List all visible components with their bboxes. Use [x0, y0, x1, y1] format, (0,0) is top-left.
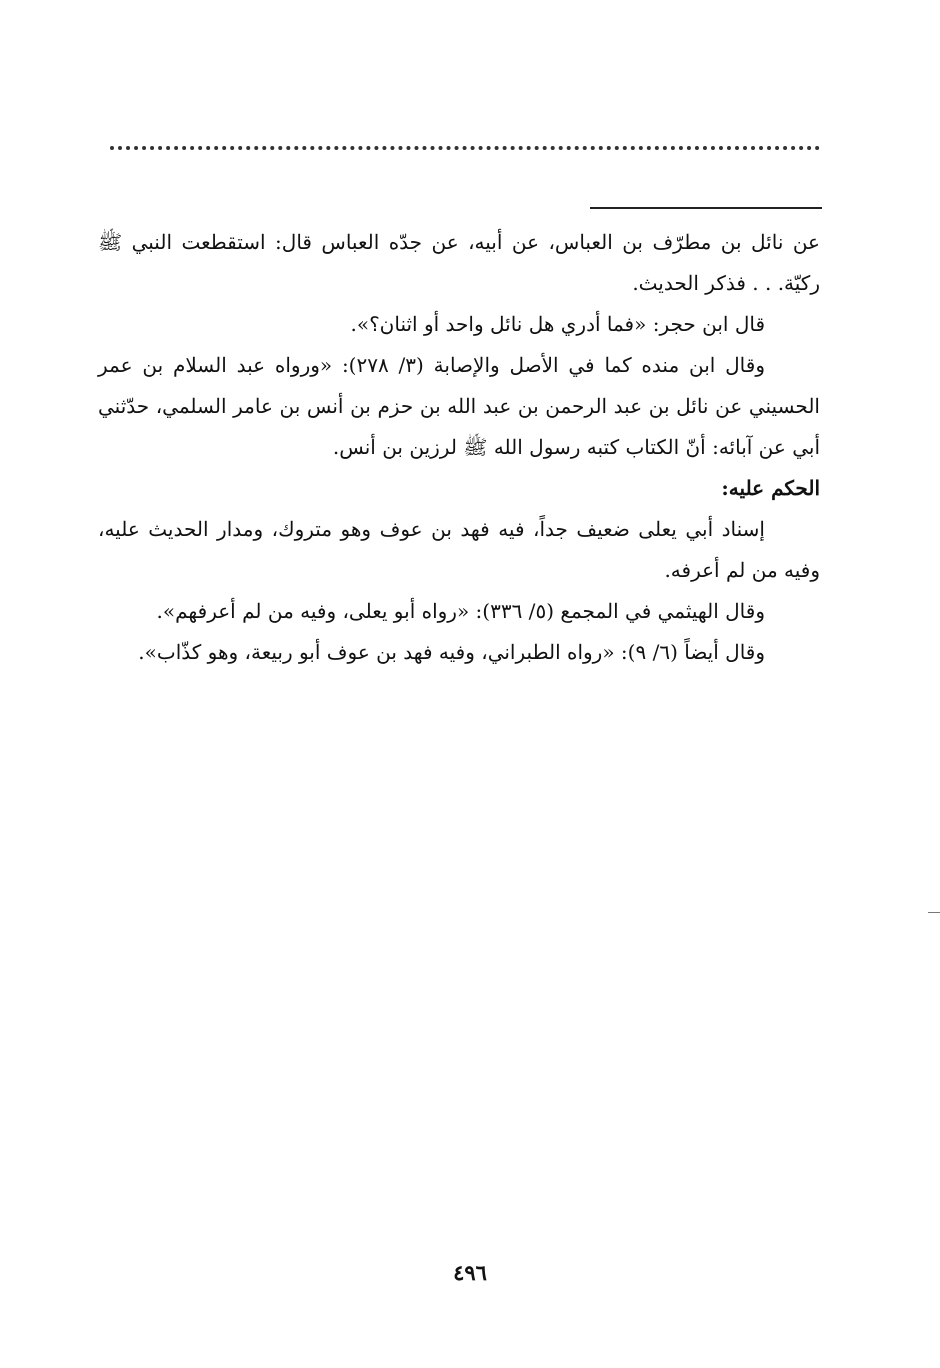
ruling-paragraph: وقال الهيثمي في المجمع (٥/ ٣٣٦): «رواه أبو يعلى، وفيه من لم أعرفهم».	[156, 599, 765, 623]
footnote-paragraph: قال ابن حجر: «فما أدري هل نائل واحد أو اثنان؟».	[350, 312, 765, 336]
ruling-paragraph: وقال أيضاً (٦/ ٩): «رواه الطبراني، وفيه فهد بن عوف أبو ربيعة، وهو كذّاب».	[138, 640, 765, 664]
footnote-rule	[590, 207, 822, 209]
dotted-separator	[110, 146, 820, 156]
page-body	[98, 222, 820, 673]
margin-mark	[928, 912, 940, 913]
page-number: ٤٩٦	[453, 1260, 487, 1285]
footnote-paragraph: عن نائل بن مطرّف بن العباس، عن أبيه، عن جدّه العباس قال: استقطعت النبي ﷺ ركيّة. . . فذكر الحديث.	[98, 230, 820, 295]
ruling-paragraph: إسناد أبي يعلى ضعيف جداً، فيه فهد بن عوف وهو متروك، ومدار الحديث عليه، وفيه من لم أعرفه.	[98, 517, 820, 582]
footnote-paragraph: وقال ابن منده كما في الأصل والإصابة (٣/ ٢٧٨): «ورواه عبد السلام بن عمر الحسيني عن نائل بن عبد الرحمن بن عبد الله بن حزم بن أنس بن عامر السلمي، حدّثني أبي عن آبائه: أنّ الكتاب كتبه رسول الله ﷺ لرزين بن أنس.	[98, 353, 820, 459]
ruling-heading: الحكم عليه:	[721, 476, 820, 500]
